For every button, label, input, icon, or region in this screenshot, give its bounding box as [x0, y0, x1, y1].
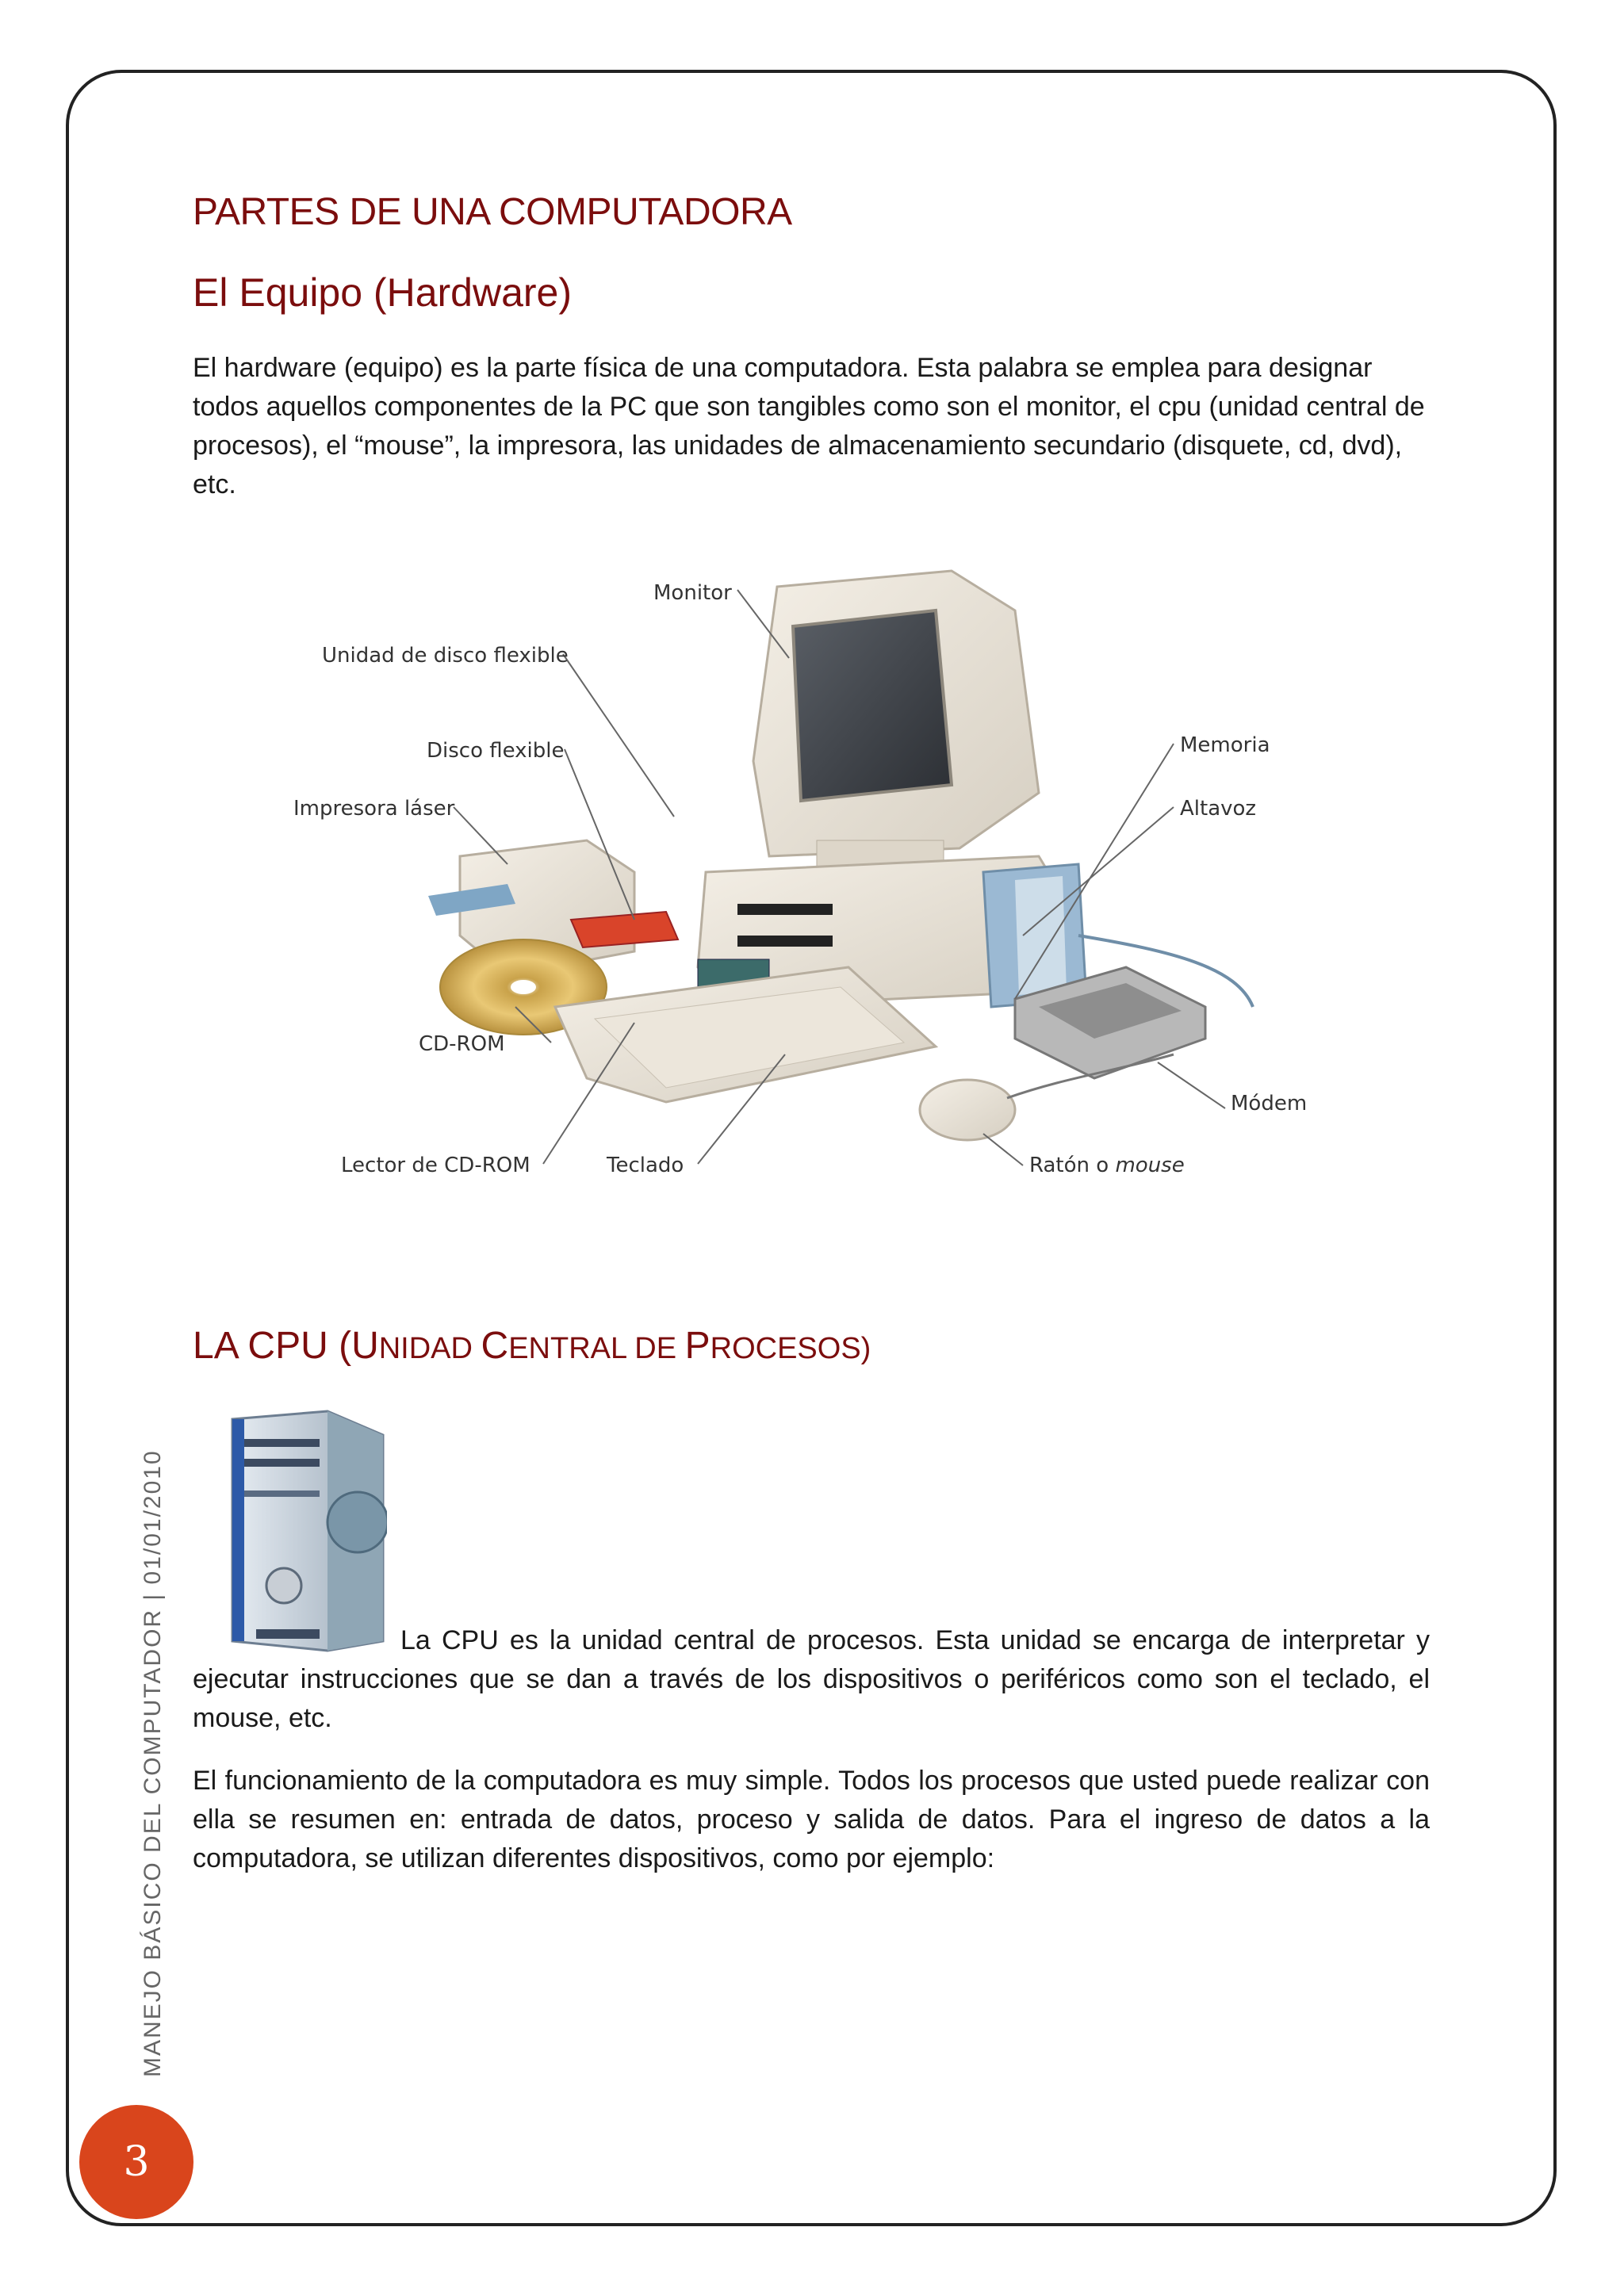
- section-subtitle: El Equipo (Hardware): [193, 270, 572, 315]
- label-modem: Módem: [1231, 1092, 1308, 1115]
- page-number-badge: 3: [79, 2105, 193, 2219]
- label-keyboard: Teclado: [607, 1154, 684, 1177]
- section-title: PARTES DE UNA COMPUTADORA: [193, 191, 792, 233]
- label-cdrom: CD-ROM: [419, 1032, 505, 1056]
- cpu-section-title: LA CPU (UNIDAD CENTRAL DE PROCESOS): [193, 1325, 871, 1367]
- label-laser-printer: Impresora láser: [293, 797, 455, 821]
- hardware-paragraph: El hardware (equipo) es la parte física de una computadora. Esta palabra se emplea para designar todos aquellos componentes de la PC que son tangibles como son el monitor, el cpu (unidad central de procesos), el “mouse”, la impresora, las unidades de almacenamiento secundario (disquete, cd, dvd), etc.: [193, 353, 1425, 499]
- label-mouse: Ratón o mouse: [1029, 1154, 1185, 1177]
- side-footer-text: MANEJO BÁSICO DEL COMPUTADOR | 01/01/2010: [140, 1449, 166, 2077]
- label-speaker: Altavoz: [1180, 797, 1257, 821]
- label-floppy-drive: Unidad de disco flexible: [322, 644, 569, 668]
- cpu-tower-image: [209, 1403, 387, 1653]
- computer-parts-diagram: [222, 523, 1316, 1213]
- monitor-graphic: [753, 571, 1039, 872]
- label-floppy-disk: Disco flexible: [427, 739, 565, 763]
- functioning-paragraph: El funcionamiento de la computadora es muy simple. Todos los procesos que usted puede realizar con ella se resumen en: entrada de datos, proceso y salida de datos. Para el ingreso de datos a la computadora, se utilizan diferentes dispositivos, como por ejemplo:: [193, 1766, 1430, 1873]
- label-monitor: Monitor: [653, 581, 732, 605]
- label-memory: Memoria: [1180, 733, 1270, 757]
- mouse-graphic: [920, 1054, 1174, 1140]
- cpu-paragraph: La CPU es la unidad central de procesos. Esta unidad se encarga de interpretar y ejecutar instrucciones que se dan a través de los dispositivos o periféricos como son el teclado, el mouse, etc.: [193, 1625, 1431, 1733]
- label-cdrom-reader: Lector de CD-ROM: [341, 1154, 530, 1177]
